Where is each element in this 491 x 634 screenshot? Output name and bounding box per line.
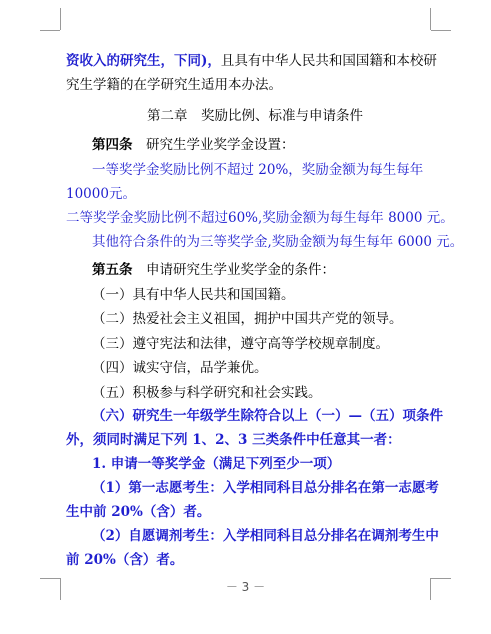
text-segment: 生中前 20%（含）者。	[66, 504, 211, 520]
text-segment: （2）自愿调剂考生：入学相同科目总分排名在调剂考生中	[92, 528, 439, 544]
text-segment: （二）热爱社会主义祖国，拥护中国共产党的领导。	[92, 311, 403, 327]
text-segment: 第二章 奖励比例、标准与申请条件	[147, 108, 363, 124]
text-segment: 申请研究生学业奖学金的条件：	[132, 262, 335, 278]
text-segment: （1）第一志愿考生：入学相同科目总分排名在第一志愿考	[92, 480, 439, 496]
text-segment: 研究生学业奖学金设置：	[132, 137, 295, 153]
text-line	[0, 285, 491, 305]
text-line	[0, 478, 491, 498]
text-segment: 其他符合条件的为三等奖学金,奖励金额为每生每年 6000 元。	[92, 234, 464, 250]
text-segment: （四）诚实守信，品学兼优。	[92, 360, 268, 376]
text-line	[0, 406, 491, 426]
crop-mark-top-left	[60, 8, 61, 30]
text-segment: 10000元。	[66, 186, 136, 202]
text-segment: 且具有中华人民共和国国籍和本校研	[220, 53, 437, 69]
text-line	[0, 208, 491, 228]
page-number: － 3 －	[225, 580, 266, 594]
text-line	[0, 430, 491, 450]
text-segment: （五）积极参与科学研究和社会实践。	[92, 385, 322, 401]
text-line	[0, 51, 491, 71]
text-line	[0, 232, 491, 252]
text-line	[0, 334, 491, 354]
text-segment: 资收入的研究生，下同)，	[66, 53, 221, 69]
text-line	[0, 184, 491, 204]
text-line	[0, 260, 491, 280]
text-segment: 究生学籍的在学研究生适用本办法。	[66, 77, 282, 93]
text-segment: 二等奖学金奖励比例不超过60%,奖励金额为每生每年 8000 元。	[66, 210, 454, 226]
text-segment: （一）具有中华人民共和国国籍。	[92, 287, 295, 303]
text-line	[0, 309, 491, 329]
text-line	[0, 550, 491, 570]
text-segment: （三）遵守宪法和法律，遵守高等学校规章制度。	[92, 336, 389, 352]
text-line	[0, 106, 491, 126]
text-segment: 一等奖学金奖励比例不超过 20%，奖励金额为每生每年	[92, 162, 424, 178]
text-segment: 第五条	[92, 262, 133, 278]
text-line	[0, 502, 491, 522]
text-segment: （六）研究生一年级学生除符合以上（一）—（五）项条件	[92, 408, 443, 424]
crop-mark-top-right-h	[431, 30, 451, 31]
text-line	[0, 383, 491, 403]
text-segment: 前 20%（含）者。	[66, 552, 184, 568]
text-segment: 第四条	[92, 137, 133, 153]
text-line	[0, 160, 491, 180]
crop-mark-top-right	[430, 8, 431, 30]
text-segment: 1. 申请一等奖学金（满足下列至少一项）	[92, 456, 341, 472]
text-line	[0, 75, 491, 95]
text-line	[0, 135, 491, 155]
text-segment: 外，须同时满足下列 1、2、3 三类条件中任意其一者：	[66, 432, 401, 448]
text-line	[0, 358, 491, 378]
text-line	[0, 526, 491, 546]
text-line	[0, 454, 491, 474]
crop-mark-top-left-h	[40, 30, 60, 31]
